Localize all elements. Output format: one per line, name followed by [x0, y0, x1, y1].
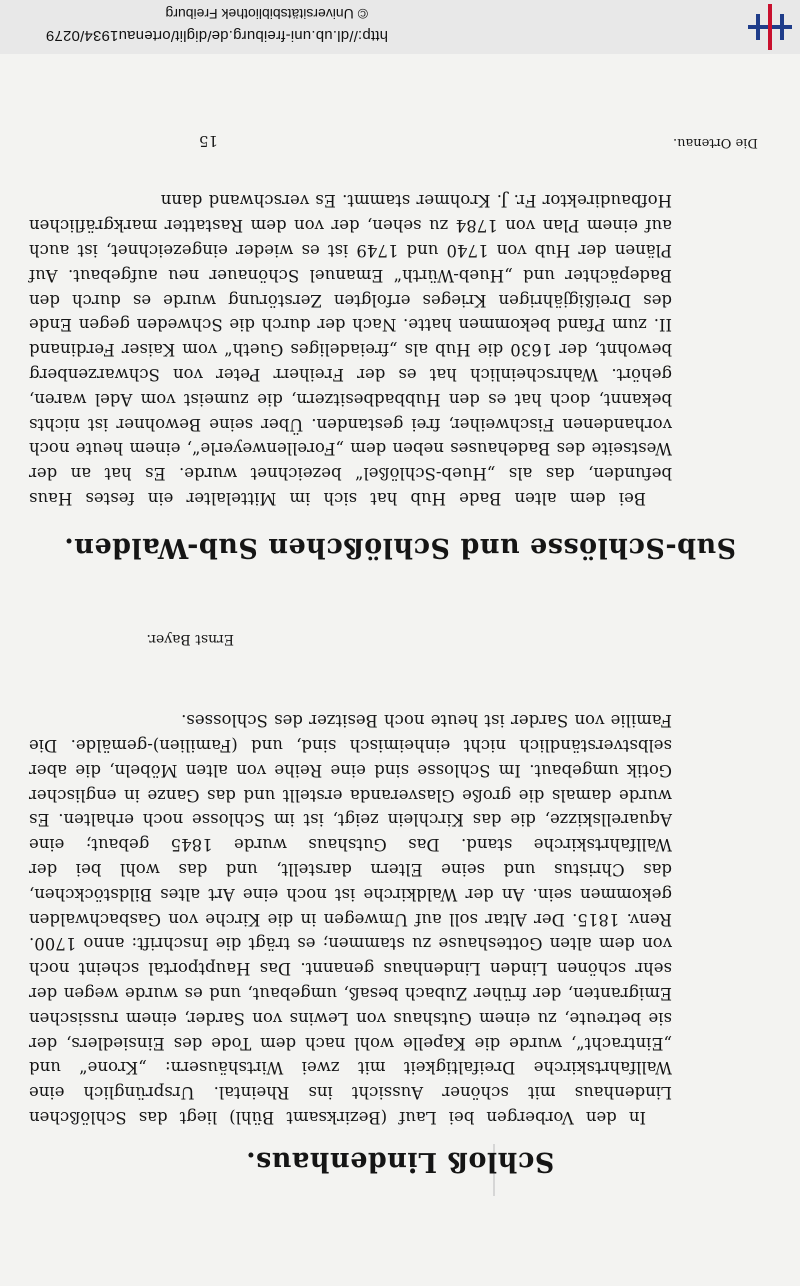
copyright-notice: © Universitätsbibliothek Freiburg [165, 6, 368, 22]
permalink-url[interactable]: http://dl.ub.uni-freiburg.de/diglit/ortenau1934/0279 [45, 27, 388, 44]
section-title-hub-schloesse: Sub-Schlösse und Schlößchen Sub-Walden. [63, 532, 737, 563]
section-title-schloss-lindenhaus: Schloß Lindenhaus. [245, 1146, 555, 1177]
author-signature: Ernst Bayer. [146, 631, 234, 647]
paragraph-schloss-lindenhaus: In den Vorbergen bei Lauf (Bezirksamt Bühl) liegt das Schlößchen Lindenhaus mit schöner Aussicht ins Rheintal. Ursprünglich eine Wallfahrtskirche Dreifaltigkeit mit zwei Wirtshäusern: „Krone“ und „Eintracht“, wurde die Kapelle wohl nach dem Tode des Einsiedlers, der sie betreute, zu einem Gutshaus von Lewins von Sarder, einem russischen Emigranten, der früher Zubach besaß, umgebaut, und es wurde wegen der sehr schönen Linden Lindenhaus genannt. Das Hauptportal scheint noch von dem alten Gotteshause zu stammen; es trägt die Inschrift: anno 1700. Renv. 1815. Der Altar soll auf Umwegen in die Kirche von Gasbachwalden gekommen sein. An der Waldkirche ist noch eine Art altes Bildstöckchen, das Christus und seine Eltern darstellt, und das wohl bei der Wallfahrtskirche stand. Das Gutshaus wurde 1845 gebaut; eine Aquarellskizze, die das Kirchlein zeigt, ist im Schlosse noch erhalten. Es wurde damals die große Glasveranda erstellt und das Ganze in englischer Gotik umgebaut. Im Schlosse sind eine Reihe von alten Möbeln, die aber selbstverständlich nicht einheimisch sind, und (Familien)-gemälde. Die Familie von Sarder ist heute noch Besitzer des Schlosses. [29, 711, 672, 1127]
citation-footer-bar [0, 0, 800, 54]
university-library-logo-icon [748, 4, 792, 50]
journal-name: Die Ortenau. [673, 135, 758, 150]
scanned-book-page [0, 54, 800, 1286]
page-number: 15 [198, 132, 218, 150]
paragraph-hub-schloesse: Bei dem alten Bade Hub hat sich im Mittelalter ein festes Haus befunden, das als „Hueb-Schlößel“ bezeichnet wurde. Es hat an der Westseite des Badehauses neben dem „Forellenweyerle“, einem heute noch vorhandenen Fischweiher, frei gestanden. Über seine Bewohner ist nichts bekannt, doch hat es den Hubbadbesitzern, die zumeist vom Adel waren, gehört. Wahrscheinlich hat es der Freiherr Peter von Schwarzenberg bewohnt, der 1630 die Hub als „freiadeliges Gueth“ vom Kaiser Ferdinand II. zum Pfand bekommen hatte. Nach der durch die Schweden gegen Ende des Dreißigjährigen Krieges erfolgten Zerstörung wurde es durch den Badepächter und „Hueb-Würth“ Emanuel Schönauer neu aufgebaut. Auf Plänen der Hub von 1740 und 1749 ist es wieder eingezeichnet, ist auch auf einem Plan von 1784 zu sehen, der von dem Rastatter markgräflichen Hofbaudirektor Fr. J. Krohmer stammt. Es verschwand dann [29, 191, 672, 508]
